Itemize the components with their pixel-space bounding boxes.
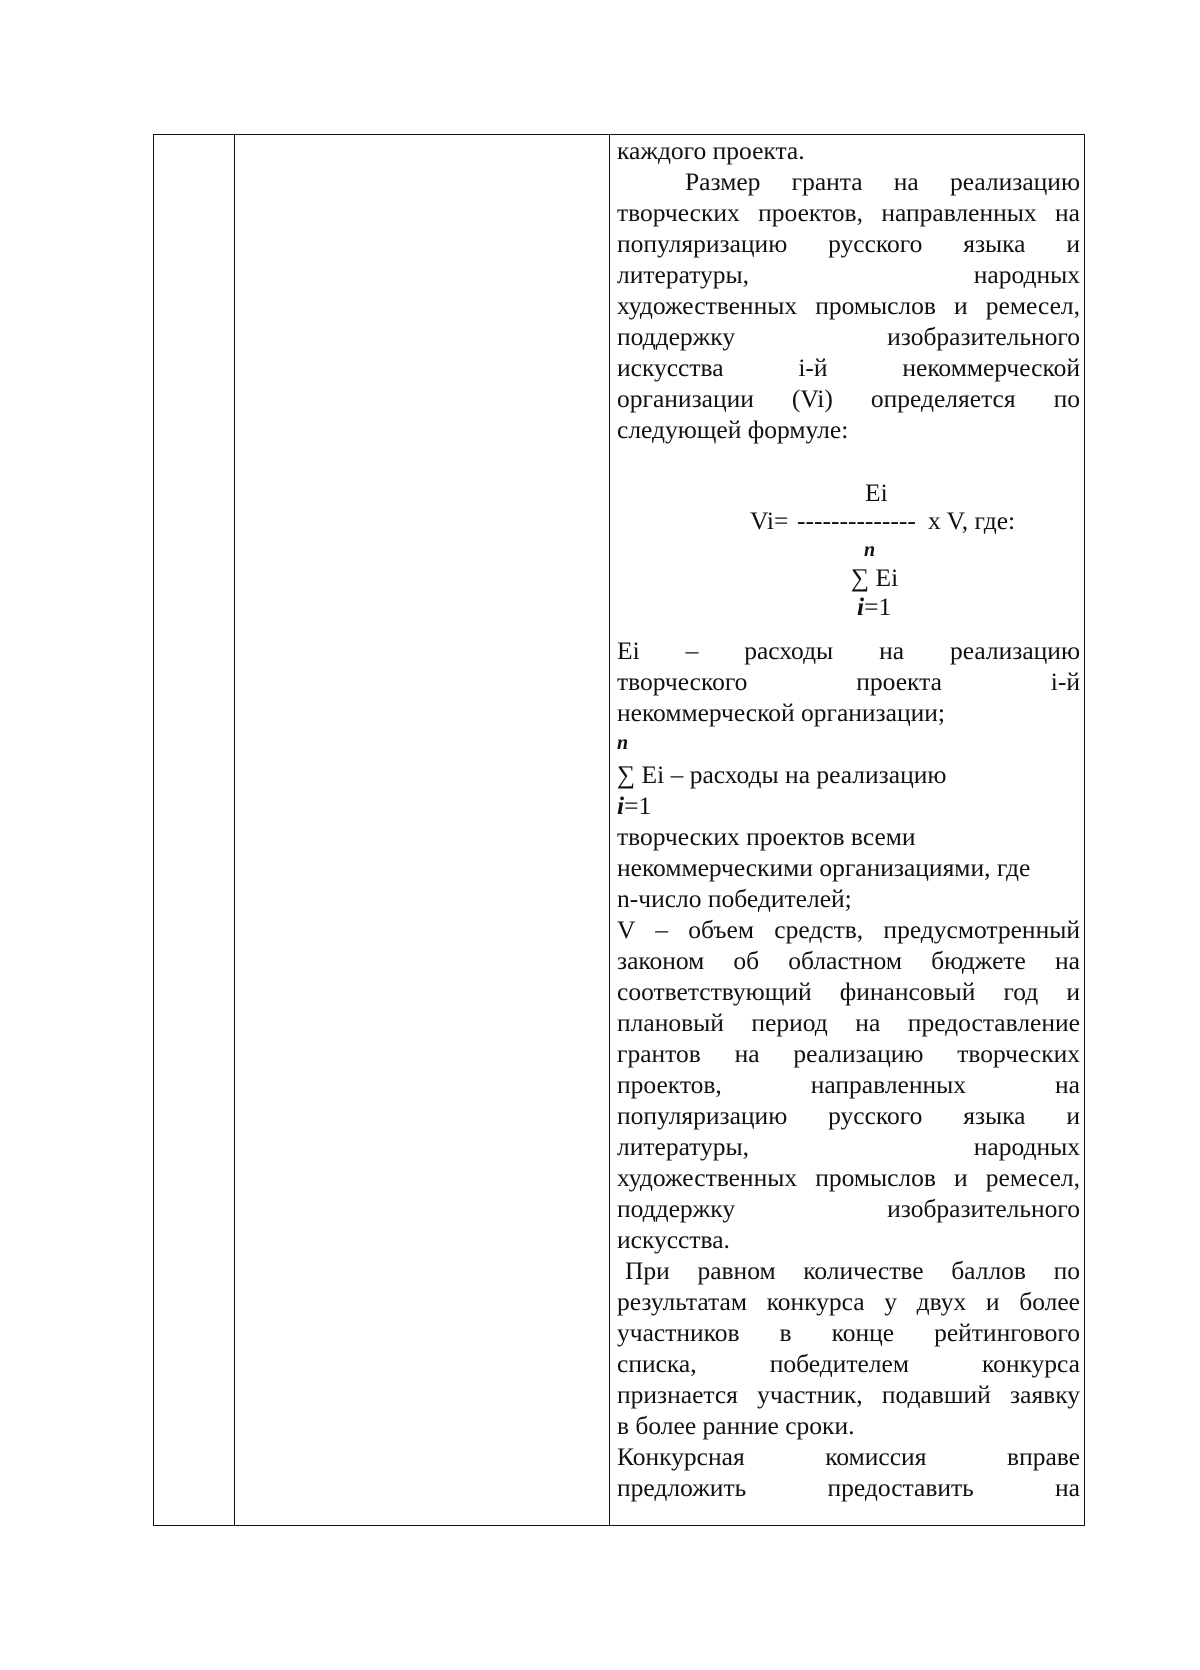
text-line: законом об областном бюджете на: [617, 946, 1080, 975]
text-line: литературы, народных: [617, 260, 1080, 289]
text-line: художественных промыслов и ремесел,: [617, 1163, 1080, 1192]
text-line: некоммерческой организации;: [617, 698, 945, 727]
text-line: искусства.: [617, 1225, 730, 1254]
text-line: искусства i-й некоммерческой: [617, 353, 1080, 382]
text-line: ∑ Ei – расходы на реализацию: [617, 760, 947, 789]
text-line: списка, победителем конкурса: [617, 1349, 1080, 1378]
text-line: результатам конкурса у двух и более: [617, 1287, 1080, 1316]
sum-lower-limit: i=1: [617, 791, 652, 820]
text-line: Конкурсная комиссия вправе: [617, 1442, 1080, 1471]
formula-fraction-bar: --------------: [797, 506, 916, 535]
formula-lhs: Vi=: [750, 506, 789, 535]
text-line: предложить предоставить на: [617, 1473, 1080, 1502]
text-line: творческих проектов всеми: [617, 822, 916, 851]
text-line: в более ранние сроки.: [617, 1411, 855, 1440]
text-line: некоммерческими организациями, где: [617, 853, 1031, 882]
formula: [617, 445, 1080, 635]
text-line: каждого проекта.: [617, 136, 805, 165]
text-line: При равном количестве баллов по: [625, 1256, 1080, 1285]
text-line: n-число победителей;: [617, 884, 852, 913]
text-line: признается участник, подавший заявку: [617, 1380, 1080, 1409]
text-line: организации (Vi) определяется по: [617, 384, 1080, 413]
formula-rhs: x V, где:: [928, 506, 1016, 535]
text-line: участников в конце рейтингового: [617, 1318, 1080, 1347]
text-line: следующей формуле:: [617, 415, 849, 444]
text-line: популяризацию русского языка и: [617, 1101, 1080, 1130]
text-line: поддержку изобразительного: [617, 322, 1080, 351]
text-line: Размер гранта на реализацию: [685, 167, 1080, 196]
text-line: поддержку изобразительного: [617, 1194, 1080, 1223]
text-line: плановый период на предоставление: [617, 1008, 1080, 1037]
column-divider-2: [609, 135, 610, 1525]
text-line: V – объем средств, предусмотренный: [617, 915, 1080, 944]
sum-upper-limit: n: [864, 539, 876, 561]
text-line: соответствующий финансовый год и: [617, 977, 1080, 1006]
text-line: творческих проектов, направленных на: [617, 198, 1080, 227]
column-divider-1: [234, 135, 235, 1525]
sum-lower-limit: i=1: [857, 592, 892, 621]
text-line: литературы, народных: [617, 1132, 1080, 1161]
sum-expression: ∑ Ei: [851, 563, 899, 592]
document-table: [153, 134, 1085, 1526]
text-cell: [617, 135, 1080, 1503]
text-line: популяризацию русского языка и: [617, 229, 1080, 258]
text-line: творческого проекта i-й: [617, 667, 1080, 696]
text-line: грантов на реализацию творческих: [617, 1039, 1080, 1068]
text-line: художественных промыслов и ремесел,: [617, 291, 1080, 320]
text-line: проектов, направленных на: [617, 1070, 1080, 1099]
formula-numerator: Ei: [865, 478, 888, 507]
text-line: Ei – расходы на реализацию: [617, 636, 1080, 665]
sum-upper-limit: n: [617, 732, 629, 754]
